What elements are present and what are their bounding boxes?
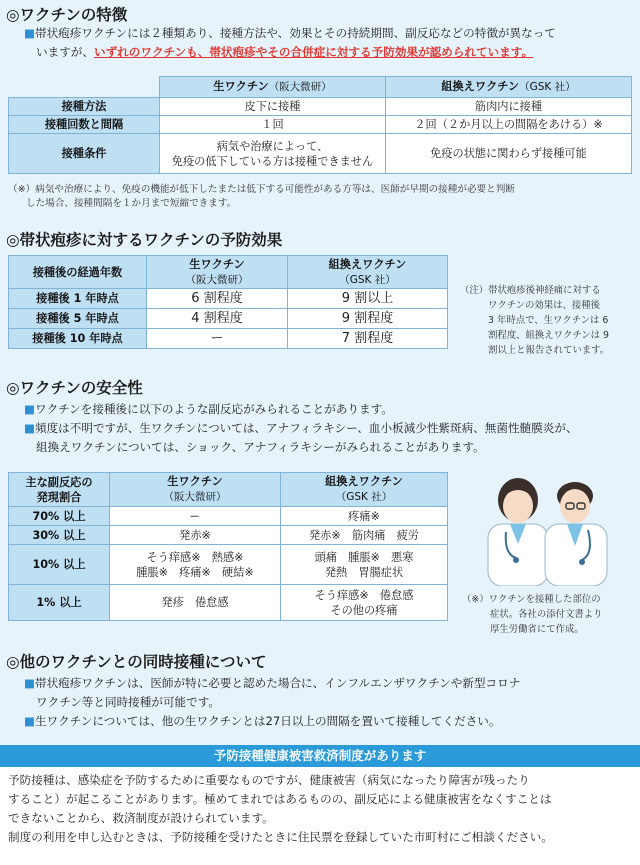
table-row: 1% 以上 発疹 倦怠感 そう痒感※ 倦怠感 その他の疼痛 [9,585,448,621]
table-row: 30% 以上 発赤※ 発赤※ 筋肉痛 疲労 [9,526,448,545]
table-row: 接種後 5 年時点 4 割程度 9 割程度 [9,309,448,329]
effectiveness-note: （注）帯状疱疹後神経痛に対する ワクチンの効果は、接種後 3 年時点で、生ワクチンは 6 割程度、組換えワクチンは 9 割以上と報告されています。 [460,285,610,356]
doctors-icon [470,466,620,586]
col-recombinant-vaccine: 組換えワクチン（GSK 社） [386,77,632,98]
bullet-icon: ■ [24,402,35,416]
col-live-vaccine: 生ワクチン（阪大微研） [160,77,386,98]
simultaneous-paragraph: ■帯状疱疹ワクチンは、医師が特に必要と認めた場合に、インフルエンザワクチンや新型コロナ ワクチン等と同時接種が可能です。 ■生ワクチンについては、他の生ワクチンとは27日以上の間隔を置いて接種してください。 [24,676,521,728]
table-row: 70% 以上 ー 疼痛※ [9,507,448,526]
footnote: （※）病気や治療により、免疫の機能が低下したまたは低下する可能性がある方等は、医師が早期の接種が必要と判断 した場合、接種間隔を１か月まで短縮できます。 [8,184,515,209]
section-title-features: ◎ワクチンの特徴 [6,6,128,24]
side-effects-table: 主な副反応の 発現割合 生ワクチン （阪大微研） 組換えワクチン （GSK 社） 70% 以上 ー 疼痛※ 30% 以上 発赤※ 発赤※ 筋肉痛 疲労 10% 以上 そう痒感※ 熱感※ 腫脹※ 疼痛※ 硬結※ 頭痛 腫脹※ 悪寒 発熱 胃腸症状 1% 以上 発疹 倦怠感 そう痒感※ 倦怠感 その他の疼痛 [8,472,448,621]
bullet-icon: ■ [24,26,35,40]
relief-system-banner: 予防接種健康被害救済制度があります [0,745,640,767]
highlight-text: いずれのワクチンも、帯状疱疹やその合併症に対する予防効果が認められています。 [93,45,534,59]
table-row: 接種方法 皮下に接種 筋肉内に接種 [9,98,632,116]
features-paragraph: ■帯状疱疹ワクチンには２種類あり、接種方法や、効果とその持続期間、副反応などの特徴が異なって いますが、いずれのワクチンも、帯状疱疹やその合併症に対する予防効果が認められています。 [24,26,556,59]
bullet-icon: ■ [24,421,35,435]
section-title-safety: ◎ワクチンの安全性 [6,379,143,397]
table-row: 接種後 1 年時点 6 割程度 9 割以上 [9,289,448,309]
relief-system-text: 予防接種は、感染症を予防するために重要なものですが、健康被害（病気になったり障害が残ったり すること）が起こることがあります。極めてまれではあるものの、副反応による健康被害をなくすことは できないことから、救済制度が設けられています。 制度の利用を申し込むときは、予防接種を受けたときに住民票を登録していた市町村にご相談ください。 [0,767,640,865]
side-effects-note: （※）ワクチンを接種した部位の 症状。各社の添付文書より 厚生労働省にて作成。 [462,594,603,635]
table-row: 接種回数と間隔 １回 ２回（２か月以上の間隔をあける）※ [9,116,632,134]
effectiveness-table: 接種後の経過年数 生ワクチン （阪大微研） 組換えワクチン （GSK 社） 接種後 1 年時点 6 割程度 9 割以上 接種後 5 年時点 4 割程度 9 割程度 接種後 10 年時点 ー 7 割程度 [8,255,448,349]
section-title-simultaneous: ◎他のワクチンとの同時接種について [6,653,267,671]
vaccine-comparison-table [8,76,632,174]
safety-paragraph: ■ワクチンを接種後に以下のような副反応がみられることがあります。 ■頻度は不明ですが、生ワクチンについては、アナフィラキシー、血小板減少性紫斑病、無菌性髄膜炎が、 組換えワクチンについては、ショック、アナフィラキシーがみられることがあります。 [24,402,578,454]
table-row: 接種後 10 年時点 ー 7 割程度 [9,329,448,349]
section-title-effectiveness: ◎帯状疱疹に対するワクチンの予防効果 [6,231,283,249]
table-row: 接種条件 病気や治療によって、 免疫の低下している方は接種できません 免疫の状態に関わらず接種可能 [9,134,632,174]
bullet-icon: ■ [24,714,35,728]
table-row: 10% 以上 そう痒感※ 熱感※ 腫脹※ 疼痛※ 硬結※ 頭痛 腫脹※ 悪寒 発熱 胃腸症状 [9,545,448,585]
bullet-icon: ■ [24,676,35,690]
